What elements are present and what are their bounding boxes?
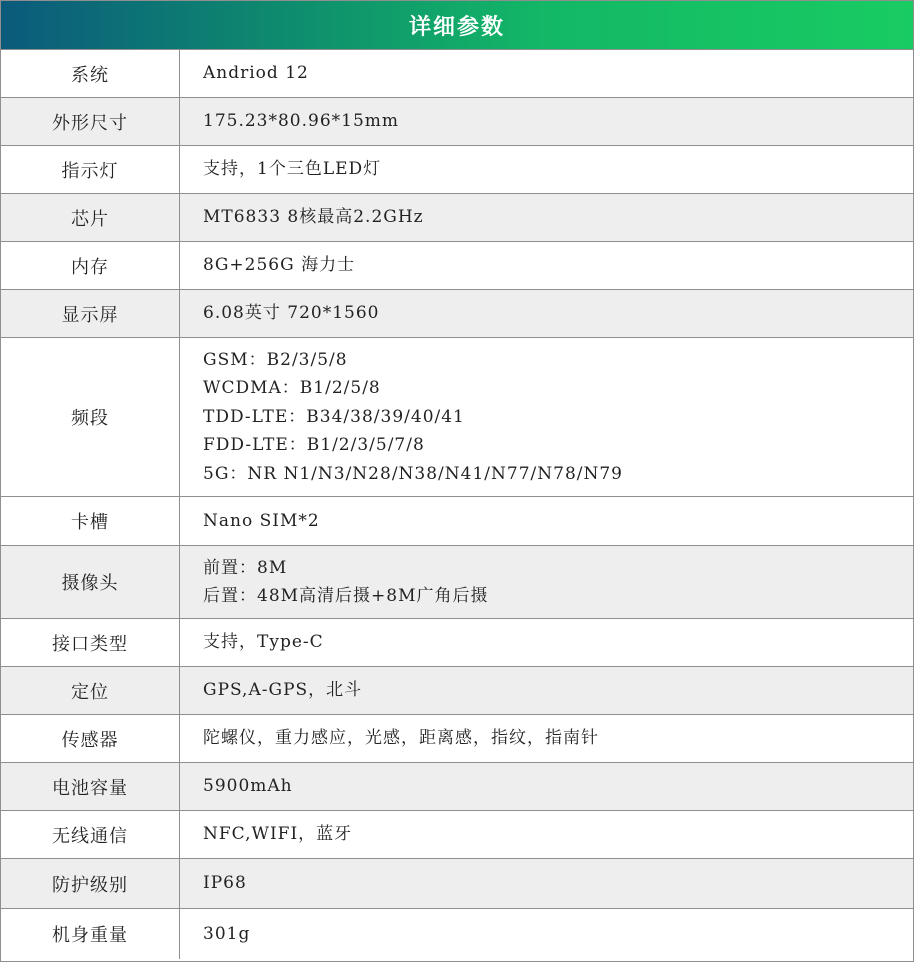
spec-value [180, 146, 913, 193]
spec-label: 指示灯 [1, 146, 180, 193]
spec-value-line: 支持，1个三色LED灯 [203, 159, 382, 180]
spec-label: 显示屏 [1, 290, 180, 337]
spec-label: 定位 [1, 667, 180, 714]
spec-label: 摄像头 [1, 546, 180, 618]
spec-value [180, 811, 913, 858]
spec-row-os [1, 50, 913, 98]
spec-row-positioning [1, 667, 913, 715]
spec-label: 频段 [1, 338, 180, 496]
spec-label: 电池容量 [1, 763, 180, 810]
spec-value-line: 前置：8M [203, 557, 288, 578]
spec-row-wireless [1, 811, 913, 859]
spec-value [180, 98, 913, 145]
spec-label: 系统 [1, 50, 180, 97]
spec-value-line: NFC,WIFI，蓝牙 [203, 824, 353, 845]
spec-row-chip [1, 194, 913, 242]
spec-value-line: 陀螺仪，重力感应，光感，距离感，指纹，指南针 [203, 728, 599, 749]
spec-value [180, 619, 913, 666]
spec-value-line: 支持，Type-C [203, 632, 324, 653]
spec-row-camera [1, 546, 913, 619]
spec-value-line: GPS,A-GPS，北斗 [203, 680, 363, 701]
spec-value [180, 667, 913, 714]
spec-label: 机身重量 [1, 909, 180, 959]
table-header [1, 1, 913, 50]
spec-row-bands [1, 338, 913, 497]
spec-value-line: Nano SIM*2 [203, 510, 320, 531]
spec-row-sensors [1, 715, 913, 763]
spec-value-line: 5G：NR N1/N3/N28/N38/N41/N77/N78/N79 [203, 463, 623, 484]
spec-value-line: 301g [203, 923, 251, 944]
spec-row-dimensions [1, 98, 913, 146]
spec-label: 卡槽 [1, 497, 180, 545]
spec-row-battery [1, 763, 913, 811]
spec-row-protection [1, 859, 913, 909]
spec-value-line: 8G+256G 海力士 [203, 255, 356, 276]
table-title: 详细参数 [408, 14, 505, 40]
spec-value-line: GSM：B2/3/5/8 [203, 349, 348, 370]
spec-value [180, 763, 913, 810]
spec-value-line: 6.08英寸 720*1560 [203, 303, 380, 324]
spec-value [180, 909, 913, 959]
spec-row-indicator [1, 146, 913, 194]
spec-value [180, 194, 913, 241]
spec-value-line: TDD-LTE：B34/38/39/40/41 [203, 406, 465, 427]
spec-row-port [1, 619, 913, 667]
spec-value-line: 175.23*80.96*15mm [203, 111, 400, 132]
spec-value [180, 546, 913, 618]
spec-value [180, 859, 913, 908]
spec-label: 传感器 [1, 715, 180, 762]
spec-value [180, 50, 913, 97]
spec-row-memory [1, 242, 913, 290]
spec-value [180, 715, 913, 762]
spec-value-line: 5900mAh [203, 776, 293, 797]
spec-label: 外形尺寸 [1, 98, 180, 145]
spec-value [180, 242, 913, 289]
spec-value-line: WCDMA：B1/2/5/8 [203, 378, 381, 399]
spec-label: 无线通信 [1, 811, 180, 858]
spec-label: 接口类型 [1, 619, 180, 666]
spec-value [180, 290, 913, 337]
spec-row-display [1, 290, 913, 338]
spec-value-line: 后置：48M高清后摄+8M广角后摄 [203, 586, 489, 606]
spec-row-weight [1, 909, 913, 959]
spec-label: 芯片 [1, 194, 180, 241]
spec-label: 防护级别 [1, 859, 180, 908]
spec-row-sim [1, 497, 913, 546]
spec-value-line: Andriod 12 [203, 63, 309, 84]
spec-value-line: MT6833 8核最高2.2GHz [203, 207, 424, 228]
spec-label: 内存 [1, 242, 180, 289]
spec-value-line: IP68 [203, 873, 247, 894]
spec-value [180, 338, 913, 496]
spec-value [180, 497, 913, 545]
spec-value-line: FDD-LTE：B1/2/3/5/7/8 [203, 435, 425, 456]
